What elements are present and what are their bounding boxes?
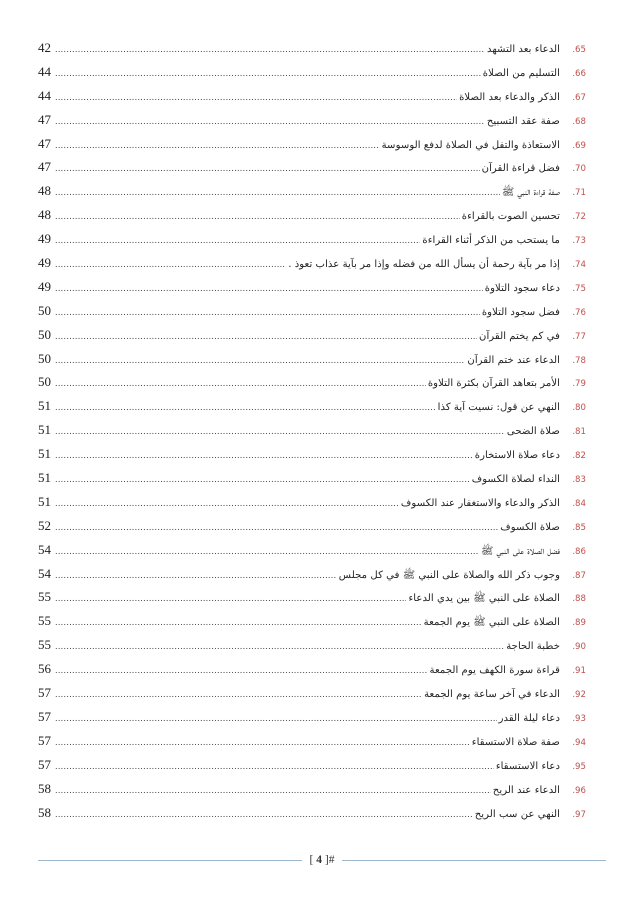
toc-entry-title: الصلاة على النبي ﷺ يوم الجمعة [423,617,560,629]
toc-dot-leader [55,420,505,444]
toc-entry-page: 42 [38,40,51,55]
toc-entry-title: التسليم من الصلاة [482,67,560,79]
toc-entry[interactable] [38,609,586,633]
toc-entry-number: .94 [572,737,586,748]
toc-dot-leader [55,779,491,803]
toc-dot-leader [55,803,473,827]
toc-entry[interactable] [38,514,586,538]
toc-entry-page: 54 [38,565,51,581]
toc-entry-title: الاستعاذة والتفل في الصلاة لدفع الوسوسة [381,139,560,151]
toc-entry-title: دعاء الاستسقاء [495,760,560,772]
toc-entry-page: 57 [38,685,51,701]
toc-dot-leader [55,110,485,134]
toc-entry[interactable] [38,394,586,418]
toc-entry-number: .73 [572,236,586,247]
toc-entry[interactable] [38,251,586,275]
toc-dot-leader [55,134,380,158]
toc-entry-page: 49 [38,278,51,294]
toc-entry-number: .82 [572,451,586,462]
toc-entry-title: النهي عن سب الريح [474,808,560,820]
page-number [302,854,343,866]
toc-entry-page: 49 [38,255,51,271]
toc-entry-number: .83 [572,475,586,486]
toc-entry-title: النداء لصلاة الكسوف [471,474,560,486]
toc-entry-title: صفة عقد التسبيح [486,115,560,127]
toc-entry-title: فضل الصلاة على النبي ﷺ [480,545,560,557]
toc-dot-leader [55,611,422,635]
toc-dot-leader [55,157,480,181]
toc-entry-page: 54 [38,541,51,557]
toc-entry-number: .67 [572,92,586,103]
toc-entry-title: صلاة الضحى [506,426,560,438]
toc-entry-page: 47 [38,111,51,127]
toc-entry-page: 48 [38,207,51,223]
toc-entry-number: .77 [572,331,586,342]
toc-entry-title: فضل قراءة القرآن [481,163,560,175]
toc-entry-page: 51 [38,398,51,414]
toc-entry[interactable] [38,84,586,108]
toc-entry-title: الأمر بتعاهد القرآن بكثرة التلاوة [427,378,560,390]
toc-entry-page: 44 [38,87,51,103]
page-number-value: 4 [316,854,322,866]
toc-entry-number: .72 [572,212,586,223]
toc-dot-leader [55,396,436,420]
toc-entry[interactable] [38,418,586,442]
toc-entry-title: الدعاء عند ختم القرآن [467,354,560,366]
toc-dot-leader [55,444,473,468]
toc-entry[interactable] [38,538,586,562]
toc-entry-page: 50 [38,374,51,390]
toc-dot-leader [55,492,399,516]
toc-entry-page: 55 [38,637,51,653]
toc-entry-page: 51 [38,470,51,486]
toc-entry-title: خطبة الحاجة [506,641,560,653]
toc-entry-title: النهي عن قول: نسيت آية كذا [437,402,560,414]
toc-entry-number: .75 [572,283,586,294]
toc-entry-number: .69 [572,140,586,151]
toc-entry-number: .78 [572,355,586,366]
toc-entry-title: وجوب ذكر الله والصلاة على النبي ﷺ في كل مجلس [338,569,560,581]
footer-rule-right [342,860,606,861]
toc-entry-number: .68 [572,116,586,127]
toc-entry[interactable] [38,323,586,347]
toc-dot-leader [55,683,422,707]
table-of-contents [38,36,586,824]
page-number-close: ]# [324,854,335,866]
toc-dot-leader [55,62,481,86]
toc-entry[interactable] [38,801,586,825]
toc-entry-page: 57 [38,708,51,724]
toc-entry-page: 58 [38,780,51,796]
toc-entry-title: الذكر والدعاء والاستغفار عند الكسوف [400,497,560,509]
toc-entry-page: 50 [38,302,51,318]
toc-entry-number: .92 [572,690,586,701]
toc-entry[interactable] [38,633,586,657]
toc-dot-leader [55,277,483,301]
toc-entry[interactable] [38,705,586,729]
toc-entry[interactable] [38,299,586,323]
toc-dot-leader [55,731,470,755]
toc-entry-page: 51 [38,493,51,509]
toc-entry-page: 55 [38,589,51,605]
toc-entry-title: إذا مر بآية رحمة أن يسأل الله من فضله وإذا مر بآية عذاب تعوذ . [288,259,560,271]
toc-entry[interactable] [38,227,586,251]
toc-entry-title: الدعاء في آخر ساعة يوم الجمعة [424,689,560,701]
toc-entry-number: .85 [572,522,586,533]
toc-entry[interactable] [38,490,586,514]
toc-entry-title: قراءة سورة الكهف يوم الجمعة [429,665,560,677]
toc-entry-page: 52 [38,517,51,533]
toc-entry-page: 44 [38,63,51,79]
page-footer [38,852,606,868]
toc-entry-number: .66 [572,68,586,79]
toc-entry-title: صفة صلاة الاستسقاء [471,736,560,748]
toc-dot-leader [55,635,504,659]
toc-entry[interactable] [38,753,586,777]
toc-entry-page: 47 [38,135,51,151]
toc-entry-number: .91 [572,666,586,677]
toc-entry-page: 50 [38,326,51,342]
toc-entry-page: 50 [38,350,51,366]
toc-dot-leader [55,707,497,731]
toc-entry[interactable] [38,155,586,179]
toc-entry-number: .80 [572,403,586,414]
toc-entry[interactable] [38,370,586,394]
toc-entry-page: 47 [38,159,51,175]
toc-entry-page: 57 [38,732,51,748]
toc-entry-title: تحسين الصوت بالقراءة [461,211,560,223]
toc-entry[interactable] [38,347,586,371]
toc-entry-page: 58 [38,804,51,820]
toc-entry-number: .70 [572,164,586,175]
toc-entry[interactable] [38,60,586,84]
toc-entry[interactable] [38,585,586,609]
toc-entry-number: .76 [572,307,586,318]
toc-entry-number: .97 [572,809,586,820]
toc-entry-title: فضل سجود التلاوة [481,306,560,318]
toc-entry-title: الصلاة على النبي ﷺ بين يدي الدعاء [408,593,560,605]
toc-dot-leader [55,755,494,779]
toc-entry[interactable] [38,108,586,132]
toc-entry-number: .86 [572,546,586,557]
toc-entry-title: الدعاء عند الريح [492,784,560,796]
toc-dot-leader [55,659,428,683]
toc-entry[interactable] [38,179,586,203]
toc-entry-title: دعاء ليلة القدر [498,712,560,724]
toc-entry[interactable] [38,681,586,705]
toc-entry[interactable] [38,657,586,681]
toc-entry-title: الدعاء بعد التشهد [487,44,560,55]
toc-dot-leader [55,38,485,62]
toc-dot-leader [55,181,500,205]
toc-entry-page: 51 [38,446,51,462]
toc-entry-page: 49 [38,231,51,247]
toc-entry[interactable] [38,275,586,299]
toc-dot-leader [55,301,480,325]
page-number-open: [ [309,854,314,866]
toc-entry-number: .96 [572,785,586,796]
toc-dot-leader [55,564,337,588]
toc-entry-title: صلاة الكسوف [500,521,560,533]
toc-entry-title: صفة قراءة النبي ﷺ [501,187,560,199]
toc-dot-leader [55,229,420,253]
toc-dot-leader [55,86,457,110]
toc-dot-leader [55,587,406,611]
toc-entry-title: الذكر والدعاء بعد الصلاة [459,91,560,103]
toc-entry-number: .79 [572,379,586,390]
toc-entry[interactable] [38,729,586,753]
footer-rule-left [38,860,302,861]
toc-entry[interactable] [38,132,586,156]
toc-entry-title: دعاء سجود التلاوة [484,282,560,294]
toc-dot-leader [55,253,286,277]
toc-entry[interactable] [38,777,586,801]
toc-entry-title: دعاء صلاة الاستخارة [474,450,560,462]
toc-entry-page: 57 [38,756,51,772]
toc-entry-number: .88 [572,594,586,605]
toc-entry-number: .87 [572,570,586,581]
toc-dot-leader [55,372,426,396]
toc-entry[interactable] [38,562,586,586]
toc-entry-number: .95 [572,761,586,772]
toc-entry-title: في كم يختم القرآن [479,330,560,342]
toc-entry-number: .84 [572,498,586,509]
toc-entry-number: .81 [572,427,586,438]
toc-dot-leader [55,516,498,540]
toc-entry-number: .65 [572,45,586,55]
toc-entry[interactable] [38,466,586,490]
toc-entry[interactable] [38,442,586,466]
toc-entry-page: 55 [38,613,51,629]
toc-entry-page: 48 [38,183,51,199]
toc-entry-number: .90 [572,642,586,653]
toc-entry[interactable] [38,203,586,227]
toc-entry-title: ما يستحب من الذكر أثناء القراءة [422,235,560,247]
toc-dot-leader [55,325,477,349]
toc-dot-leader [55,468,470,492]
toc-entry-number: .71 [572,188,586,199]
toc-dot-leader [55,540,479,564]
toc-entry-page: 51 [38,422,51,438]
toc-entry-page: 56 [38,661,51,677]
toc-entry-number: .74 [572,260,586,271]
toc-entry-number: .93 [572,713,586,724]
toc-entry[interactable] [38,36,586,60]
toc-entry-number: .89 [572,618,586,629]
toc-dot-leader [55,349,465,373]
toc-dot-leader [55,205,460,229]
